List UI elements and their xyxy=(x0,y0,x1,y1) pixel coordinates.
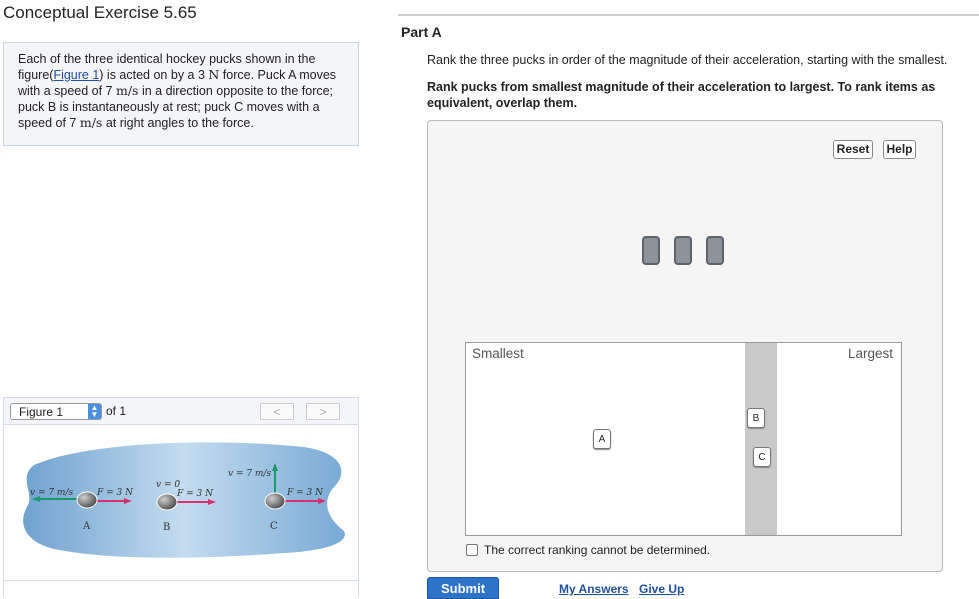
force-label-b: F = 3 N xyxy=(177,489,213,499)
part-divider xyxy=(398,14,979,16)
puck-item-c[interactable]: C xyxy=(753,447,771,467)
problem-text-part: at right angles to the force. xyxy=(102,116,254,130)
smallest-label: Smallest xyxy=(472,346,524,361)
empty-item-slot xyxy=(706,236,724,265)
my-answers-link[interactable]: My Answers xyxy=(559,582,629,596)
puck-b xyxy=(157,494,177,510)
puck-a xyxy=(77,492,97,508)
puck-label-b: B xyxy=(163,522,171,533)
unit-newton: N xyxy=(208,67,220,82)
ranking-instruction: Rank pucks from smallest magnitude of their acceleration to largest. To rank items as equivalent, overlap them. xyxy=(427,80,936,110)
figure-select[interactable] xyxy=(10,403,102,420)
unit-speed: m/s xyxy=(79,115,103,130)
page-title: Conceptual Exercise 5.65 xyxy=(3,3,197,22)
problem-text-part: force. Puck A moves with a speed of 7 xyxy=(18,68,337,98)
cannot-determine-checkbox[interactable] xyxy=(466,544,478,556)
ranking-drop-zone[interactable] xyxy=(465,342,902,536)
problem-text-part: in a direction opposite to the force; puck B is instantaneously at rest; puck C moves with a speed of 7 xyxy=(18,84,334,130)
force-label-c: F = 3 N xyxy=(287,488,323,498)
empty-item-slot xyxy=(674,236,692,265)
problem-text-part: ) is acted on by a 3 xyxy=(99,68,209,82)
figure-link[interactable]: Figure 1 xyxy=(53,68,100,82)
give-up-link[interactable]: Give Up xyxy=(639,582,685,596)
puck-label-a: A xyxy=(83,521,91,532)
problem-statement-box xyxy=(3,42,359,146)
velocity-label-b: v = 0 xyxy=(156,480,181,490)
figure-count: of 1 xyxy=(106,404,127,418)
puck-label-c: C xyxy=(270,521,278,532)
problem-text xyxy=(18,51,348,131)
largest-label: Largest xyxy=(847,346,893,361)
figure-panel xyxy=(3,425,359,597)
figure-panel-bottom-border xyxy=(3,580,359,581)
velocity-label-c: v = 7 m/s xyxy=(228,469,272,479)
part-heading: Part A xyxy=(401,24,442,40)
figure-select-value: Figure 1 xyxy=(19,405,64,419)
next-figure-button[interactable]: > xyxy=(306,403,340,420)
reset-button[interactable]: Reset xyxy=(833,140,873,159)
question-instruction: Rank the three pucks in order of the magnitude of their acceleration, starting with the smallest. xyxy=(427,53,948,67)
select-arrows-icon: ▲ ▼ xyxy=(88,404,101,419)
figure-navigation-bar xyxy=(3,397,359,425)
empty-item-slot xyxy=(642,236,660,265)
hockey-pucks-figure xyxy=(4,425,358,580)
unit-speed: m/s xyxy=(115,83,139,98)
puck-c xyxy=(265,493,285,509)
problem-text-part: Each of the three identical hockey pucks shown in the figure( xyxy=(18,52,316,82)
puck-item-a[interactable]: A xyxy=(593,429,611,449)
cannot-determine-label: The correct ranking cannot be determined. xyxy=(484,543,711,557)
previous-figure-button[interactable]: < xyxy=(260,403,294,420)
equivalent-group-column xyxy=(745,343,777,535)
force-label-a: F = 3 N xyxy=(97,488,133,498)
puck-item-b[interactable]: B xyxy=(747,408,765,428)
velocity-label-a: v = 7 m/s xyxy=(30,488,74,498)
submit-button[interactable]: Submit xyxy=(427,577,499,599)
help-button[interactable]: Help xyxy=(883,140,916,159)
